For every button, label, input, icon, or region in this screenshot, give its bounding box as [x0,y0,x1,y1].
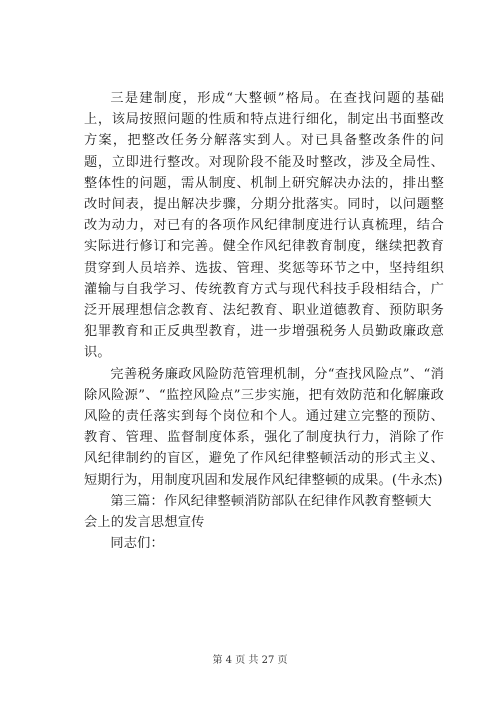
paragraph-1: 三是建制度，形成“大整顿”格局。在查找问题的基础上，该局按照问题的性质和特点进行细化，制定出书面整改方案，把整改任务分解落实到人。对已具备整改条件的问题，立即进行整改。对现阶段不能及时整改，涉及全局性、整体性的问题，需从制度、机制上研究解决办法的，排出整改时间表，提出解决步骤，分期分批落实。同时，以问题整改为动力，对已有的各项作风纪律制度进行认真梳理，结合实际进行修订和完善。健全作风纪律教育制度，继续把教育贯穿到人员培养、选拔、管理、奖惩等环节之中，坚持组织灌输与自我学习、传统教育方式与现代科技手段相结合，广泛开展理想信念教育、法纪教育、职业道德教育、预防职务犯罪教育和正反典型教育，进一步增强税务人员勤政廉政意识。 [84,91,444,361]
greeting: 同志们： [110,536,164,552]
section-heading: 第三篇：作风纪律整顿消防部队在纪律作风教育整顿大会上的发言思想宣传 [84,493,432,531]
paragraph-2: 完善税务廉政风险防范管理机制，分“查找风险点”、“消除风险源”、“监控风险点”三步实施，把有效防范和化解廉政风险的责任落实到每个岗位和个人。通过建立完整的预防、教育、管理、监督制度体系，强化了制度执行力，消除了作风纪律制约的盲区，避免了作风纪律整顿活动的形式主义、短期行为，用制度巩固和发展作风纪律整顿的成果。(牛永杰) [84,366,444,488]
document-body [84,88,444,554]
page-footer: 第 4 页 共 27 页 [212,655,288,666]
